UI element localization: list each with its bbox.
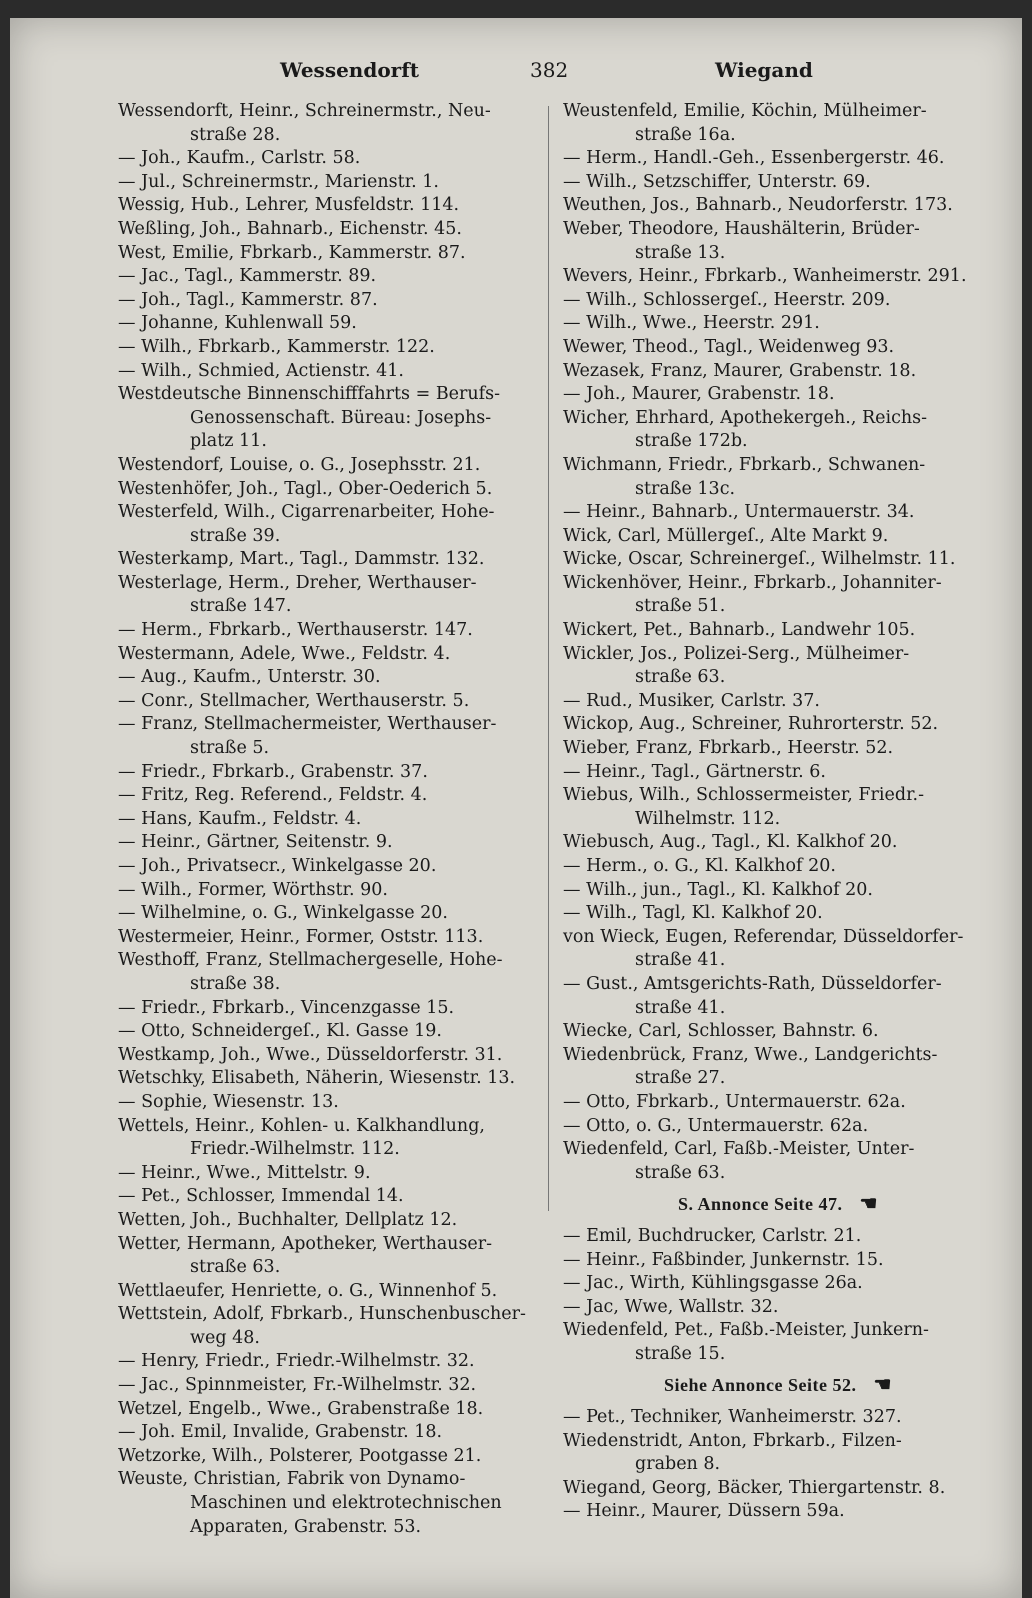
directory-entry — [118, 478, 538, 502]
left-column — [118, 100, 538, 1539]
directory-entry — [563, 737, 993, 761]
annonce-text: Siehe Annonce Seite 52. — [664, 1375, 857, 1396]
entry-text: Weustenfeld, Emilie, Köchin, Mülheimer- — [563, 101, 927, 121]
directory-entry — [118, 171, 538, 195]
entry-continuation: platz 11. — [190, 431, 267, 452]
entry-continuation: straße 27. — [635, 1068, 726, 1089]
directory-entry — [563, 218, 993, 265]
entry-text: Wessig, Hub., Lehrer, Musfeldstr. 114. — [118, 195, 460, 216]
entry-text: — Wilh., Setzschiffer, Unterstr. 69. — [563, 171, 871, 192]
directory-entry — [563, 1406, 993, 1430]
directory-entry — [563, 1272, 993, 1296]
entry-continuation: straße 63. — [635, 1162, 726, 1183]
directory-entry — [118, 1209, 538, 1233]
right-column-group-1 — [563, 100, 993, 1185]
entry-text: — Joh., Privatsecr., Winkelgasse 20. — [118, 856, 437, 876]
entry-text: Wickert, Pet., Bahnarb., Landwehr 105. — [563, 620, 916, 641]
entry-text: — Pet., Schlosser, Immendal 14. — [118, 1186, 404, 1207]
header-right-keyword: Wiegand — [715, 58, 813, 82]
directory-entry — [118, 1280, 538, 1304]
entry-text: — Herm., o. G., Kl. Kalkhof 20. — [563, 856, 836, 876]
entry-text: Westkamp, Joh., Wwe., Düsseldorferstr. 31. — [118, 1044, 503, 1065]
entry-continuation: graben 8. — [635, 1454, 721, 1475]
directory-entry — [563, 1477, 993, 1501]
directory-entry — [563, 1430, 993, 1477]
directory-entry — [563, 879, 993, 903]
directory-entry — [118, 360, 538, 384]
directory-entry — [563, 194, 993, 218]
entry-text: Wevers, Heinr., Fbrkarb., Wanheimerstr. 291. — [563, 266, 967, 287]
entry-text: Wiedenstridt, Anton, Fbrkarb., Filzen- — [563, 1430, 902, 1451]
entry-text: — Henry, Friedr., Friedr.-Wilhelmstr. 32. — [118, 1351, 475, 1372]
entry-text: Wettstein, Adolf, Fbrkarb., Hunschenbuscher- — [118, 1304, 526, 1325]
directory-entry — [118, 454, 538, 478]
entry-text: Wicher, Ehrhard, Apothekergeh., Reichs- — [563, 407, 928, 428]
entry-text: — Otto, o. G., Untermauerstr. 62a. — [563, 1115, 869, 1136]
entry-text: — Wilh., Fbrkarb., Kammerstr. 122. — [118, 336, 435, 357]
entry-text: — Joh., Tagl., Kammerstr. 87. — [118, 289, 378, 310]
directory-entry — [563, 973, 993, 1020]
directory-entry — [563, 1115, 993, 1139]
entry-text: Wettlaeufer, Henriette, o. G., Winnenhof 5. — [118, 1280, 498, 1301]
entry-text: Westerlage, Herm., Dreher, Werthauser- — [118, 572, 477, 593]
entry-text: — Jac., Tagl., Kammerstr. 89. — [118, 266, 377, 287]
entry-text: — Rud., Musiker, Carlstr. 37. — [563, 690, 820, 711]
directory-entry — [118, 1185, 538, 1209]
entry-text: Wiecke, Carl, Schlosser, Bahnstr. 6. — [563, 1021, 879, 1042]
entry-text: — Joh., Maurer, Grabenstr. 18. — [563, 384, 835, 405]
directory-entry — [118, 1091, 538, 1115]
directory-entry — [563, 690, 993, 714]
entry-text: — Wilh., Schlossergeſ., Heerstr. 209. — [563, 289, 891, 310]
entry-text: Westerkamp, Mart., Tagl., Dammstr. 132. — [118, 549, 485, 570]
entry-continuation: straße 41. — [635, 950, 726, 971]
directory-entry — [118, 1374, 538, 1398]
directory-entry — [563, 1249, 993, 1273]
entry-continuation: straße 16a. — [635, 124, 736, 145]
page-number: 382 — [530, 58, 569, 82]
directory-entry — [118, 690, 538, 714]
directory-entry — [118, 1468, 538, 1539]
annonce-notice-1 — [563, 1193, 993, 1217]
directory-entry — [563, 312, 993, 336]
directory-entry — [118, 1445, 538, 1469]
directory-entry — [118, 548, 538, 572]
entry-text: — Aug., Kaufm., Unterstr. 30. — [118, 667, 381, 688]
directory-page — [10, 18, 1022, 1598]
directory-entry — [563, 383, 993, 407]
entry-text: Wetter, Hermann, Apotheker, Werthauser- — [118, 1233, 493, 1254]
directory-entry — [118, 265, 538, 289]
entry-continuation: straße 63. — [635, 667, 726, 688]
directory-entry — [563, 454, 993, 501]
entry-continuation: straße 51. — [635, 596, 726, 617]
entry-text: Wiedenbrück, Franz, Wwe., Landgerichts- — [563, 1044, 938, 1065]
directory-entry — [563, 1091, 993, 1115]
entry-continuation: Wilhelmstr. 112. — [635, 808, 781, 829]
directory-entry — [563, 501, 993, 525]
directory-entry — [118, 1115, 538, 1162]
directory-entry — [118, 949, 538, 996]
entry-text: — Jac., Wirth, Kühlingsgasse 26a. — [563, 1273, 863, 1294]
entry-continuation: weg 48. — [190, 1327, 260, 1348]
entry-text: — Sophie, Wiesenstr. 13. — [118, 1091, 339, 1112]
entry-text: — Franz, Stellmachermeister, Werthauser- — [118, 714, 497, 735]
entry-continuation: Maschinen und elektrotechnischen — [190, 1493, 502, 1514]
entry-text: Wiebus, Wilh., Schlossermeister, Friedr.- — [563, 785, 924, 806]
entry-text: — Heinr., Gärtner, Seitenstr. 9. — [118, 832, 393, 853]
entry-text: — Heinr., Wwe., Mittelstr. 9. — [118, 1162, 371, 1183]
directory-entry — [563, 265, 993, 289]
directory-entry — [118, 289, 538, 313]
directory-entry — [118, 1350, 538, 1374]
entry-text: Weuste, Christian, Fabrik von Dynamo- — [118, 1469, 466, 1490]
entry-text: — Hans, Kaufm., Feldstr. 4. — [118, 808, 362, 829]
entry-text: — Herm., Handl.-Geh., Essenbergerstr. 46. — [563, 148, 945, 169]
directory-entry — [118, 1303, 538, 1350]
entry-text: Weßling, Joh., Bahnarb., Eichenstr. 45. — [118, 218, 462, 239]
entry-text: Wiedenfeld, Carl, Faßb.-Meister, Unter- — [563, 1139, 915, 1160]
entry-text: Westenhöfer, Joh., Tagl., Ober-Oederich 5. — [118, 478, 493, 499]
annonce-notice-2 — [563, 1374, 993, 1398]
entry-text: Westermeier, Heinr., Former, Oststr. 113. — [118, 926, 484, 947]
entry-text: Wiegand, Georg, Bäcker, Thiergartenstr. 8. — [563, 1477, 946, 1498]
entry-text: Wettels, Heinr., Kohlen- u. Kalkhandlung, — [118, 1115, 485, 1136]
entry-text: — Otto, Fbrkarb., Untermauerstr. 62a. — [563, 1091, 906, 1112]
entry-text: — Wilh., Tagl, Kl. Kalkhof 20. — [563, 903, 823, 924]
entry-text: — Heinr., Tagl., Gärtnerstr. 6. — [563, 761, 826, 782]
entry-text: Westhoff, Franz, Stellmachergeselle, Hohe- — [118, 950, 503, 971]
right-column-group-3 — [563, 1406, 993, 1524]
directory-entry — [118, 808, 538, 832]
directory-entry — [118, 194, 538, 218]
directory-entry — [118, 336, 538, 360]
directory-entry — [563, 525, 993, 549]
directory-entry — [563, 643, 993, 690]
directory-entry — [563, 784, 993, 831]
entry-text: — Joh., Kaufm., Carlstr. 58. — [118, 148, 361, 169]
directory-entry — [563, 1319, 993, 1366]
entry-continuation: straße 41. — [635, 997, 726, 1018]
directory-entry — [118, 312, 538, 336]
directory-entry — [563, 100, 993, 147]
directory-entry — [118, 100, 538, 147]
entry-text: Wetten, Joh., Buchhalter, Dellplatz 12. — [118, 1209, 458, 1230]
entry-text: — Pet., Techniker, Wanheimerstr. 327. — [563, 1407, 902, 1428]
entry-text: — Emil, Buchdrucker, Carlstr. 21. — [563, 1225, 862, 1246]
directory-entry — [118, 147, 538, 171]
directory-entry — [563, 1225, 993, 1249]
directory-entry — [118, 713, 538, 760]
entry-text: Wewer, Theod., Tagl., Weidenweg 93. — [563, 336, 895, 357]
directory-entry — [563, 147, 993, 171]
entry-text: Wetzorke, Wilh., Polsterer, Pootgasse 21. — [118, 1445, 482, 1466]
directory-entry — [118, 501, 538, 548]
directory-entry — [118, 926, 538, 950]
directory-entry — [118, 643, 538, 667]
entry-text: Wetzel, Engelb., Wwe., Grabenstraße 18. — [118, 1398, 484, 1419]
directory-entry — [118, 1421, 538, 1445]
directory-entry — [563, 1296, 993, 1320]
page-header — [10, 58, 1022, 86]
entry-text: Wezasek, Franz, Maurer, Grabenstr. 18. — [563, 360, 917, 381]
entry-text: — Gust., Amtsgerichts-Rath, Düsseldorfer- — [563, 973, 942, 994]
directory-entry — [118, 902, 538, 926]
entry-text: Wessendorft, Heinr., Schreinermstr., Neu- — [118, 101, 491, 121]
directory-entry — [118, 1044, 538, 1068]
entry-continuation: straße 15. — [635, 1343, 726, 1364]
entry-continuation: straße 172b. — [635, 431, 748, 452]
entry-text: — Heinr., Faßbinder, Junkernstr. 15. — [563, 1249, 884, 1270]
entry-text: Wickenhöver, Heinr., Fbrkarb., Johanniter- — [563, 572, 942, 593]
entry-continuation: straße 147. — [190, 596, 292, 617]
entry-text: Wickler, Jos., Polizei-Serg., Mülheimer- — [563, 643, 910, 664]
directory-entry — [118, 666, 538, 690]
entry-text: — Jul., Schreinermstr., Marienstr. 1. — [118, 171, 439, 192]
entry-text: Weber, Theodore, Haushälterin, Brüder- — [563, 218, 920, 239]
directory-entry — [118, 1020, 538, 1044]
entry-text: Wick, Carl, Müllergeſ., Alte Markt 9. — [563, 525, 889, 546]
directory-entry — [563, 1020, 993, 1044]
entry-text: — Herm., Fbrkarb., Werthauserstr. 147. — [118, 620, 473, 641]
entry-text: — Friedr., Fbrkarb., Grabenstr. 37. — [118, 761, 428, 782]
directory-entry — [563, 619, 993, 643]
pointing-hand-icon: ☚ — [859, 1193, 878, 1216]
entry-text: Westermann, Adele, Wwe., Feldstr. 4. — [118, 643, 451, 664]
entry-text: — Wilhelmine, o. G., Winkelgasse 20. — [118, 903, 448, 924]
directory-entry — [118, 784, 538, 808]
entry-text: — Heinr., Maurer, Düssern 59a. — [563, 1501, 845, 1522]
directory-entry — [563, 855, 993, 879]
entry-text: — Wilh., Schmied, Actienstr. 41. — [118, 360, 404, 381]
entry-continuation: straße 5. — [190, 738, 270, 759]
entry-continuation: straße 39. — [190, 525, 281, 546]
entry-continuation: straße 28. — [190, 124, 281, 145]
entry-text: Westdeutsche Binnenschifffahrts = Berufs- — [118, 384, 501, 405]
entry-text: — Wilh., Wwe., Heerstr. 291. — [563, 313, 820, 334]
directory-entry — [118, 879, 538, 903]
directory-entry — [118, 1398, 538, 1422]
entry-text: — Otto, Schneidergeſ., Kl. Gasse 19. — [118, 1021, 442, 1042]
header-left-keyword: Wessendorft — [280, 58, 420, 82]
directory-entry — [563, 713, 993, 737]
directory-entry — [563, 360, 993, 384]
directory-entry — [563, 761, 993, 785]
directory-entry — [563, 902, 993, 926]
entry-text: Wiedenfeld, Pet., Faßb.-Meister, Junkern- — [563, 1320, 929, 1341]
directory-entry — [118, 572, 538, 619]
directory-entry — [118, 855, 538, 879]
directory-entry — [118, 997, 538, 1021]
directory-entry — [118, 1162, 538, 1186]
entry-text: Wickop, Aug., Schreiner, Ruhrorterstr. 52. — [563, 714, 939, 735]
entry-text: Westerfeld, Wilh., Cigarrenarbeiter, Hohe- — [118, 502, 495, 523]
directory-entry — [563, 1138, 993, 1185]
directory-entry — [563, 831, 993, 855]
entry-text: — Friedr., Fbrkarb., Vincenzgasse 15. — [118, 997, 455, 1018]
directory-entry — [118, 383, 538, 454]
directory-entry — [118, 1233, 538, 1280]
directory-entry — [118, 218, 538, 242]
directory-entry — [563, 289, 993, 313]
directory-entry — [563, 171, 993, 195]
column-divider — [548, 106, 549, 1211]
entry-continuation: straße 63. — [190, 1257, 281, 1278]
right-column-group-2 — [563, 1225, 993, 1367]
entry-text: Westendorf, Louise, o. G., Josephsstr. 21. — [118, 454, 481, 475]
directory-entry — [563, 548, 993, 572]
entry-text: von Wieck, Eugen, Referendar, Düsseldorfer- — [563, 926, 964, 947]
entry-text: — Fritz, Reg. Referend., Feldstr. 4. — [118, 785, 428, 806]
entry-continuation: straße 38. — [190, 973, 281, 994]
directory-entry — [118, 242, 538, 266]
directory-entry — [563, 926, 993, 973]
directory-entry — [563, 407, 993, 454]
annonce-text: S. Annonce Seite 47. — [678, 1194, 843, 1215]
entry-text: Wetschky, Elisabeth, Näherin, Wiesenstr. 13. — [118, 1068, 516, 1089]
entry-text: Wicke, Oscar, Schreinergeſ., Wilhelmstr. 11. — [563, 549, 956, 570]
entry-text: West, Emilie, Fbrkarb., Kammerstr. 87. — [118, 242, 466, 263]
directory-entry — [563, 1044, 993, 1091]
entry-text: Wieber, Franz, Fbrkarb., Heerstr. 52. — [563, 738, 894, 759]
directory-entry — [118, 831, 538, 855]
entry-text: — Joh. Emil, Invalide, Grabenstr. 18. — [118, 1422, 443, 1443]
directory-entry — [118, 761, 538, 785]
entry-text: — Jac, Wwe, Wallstr. 32. — [563, 1296, 779, 1317]
right-column — [563, 100, 993, 1524]
entry-text: — Johanne, Kuhlenwall 59. — [118, 313, 357, 334]
entry-continuation: straße 13c. — [635, 478, 736, 499]
directory-entry — [118, 619, 538, 643]
directory-entry — [118, 1067, 538, 1091]
entry-continuation: Genossenschaft. Büreau: Josephs- — [190, 407, 492, 428]
entry-text: — Wilh., Former, Wörthstr. 90. — [118, 879, 388, 900]
entry-continuation: straße 13. — [635, 242, 726, 263]
entry-continuation: Apparaten, Grabenstr. 53. — [190, 1516, 422, 1537]
entry-text: — Wilh., jun., Tagl., Kl. Kalkhof 20. — [563, 879, 873, 900]
entry-text: — Heinr., Bahnarb., Untermauerstr. 34. — [563, 502, 915, 523]
entry-text: — Conr., Stellmacher, Werthauserstr. 5. — [118, 690, 470, 711]
entry-text: Wichmann, Friedr., Fbrkarb., Schwanen- — [563, 454, 926, 475]
directory-entry — [563, 572, 993, 619]
directory-entry — [563, 1500, 993, 1524]
entry-text: Weuthen, Jos., Bahnarb., Neudorferstr. 173. — [563, 195, 953, 216]
entry-text: — Jac., Spinnmeister, Fr.-Wilhelmstr. 32. — [118, 1375, 477, 1396]
entry-continuation: Friedr.-Wilhelmstr. 112. — [190, 1139, 400, 1160]
directory-entry — [563, 336, 993, 360]
pointing-hand-icon: ☚ — [873, 1374, 892, 1397]
entry-text: Wiebusch, Aug., Tagl., Kl. Kalkhof 20. — [563, 832, 898, 853]
